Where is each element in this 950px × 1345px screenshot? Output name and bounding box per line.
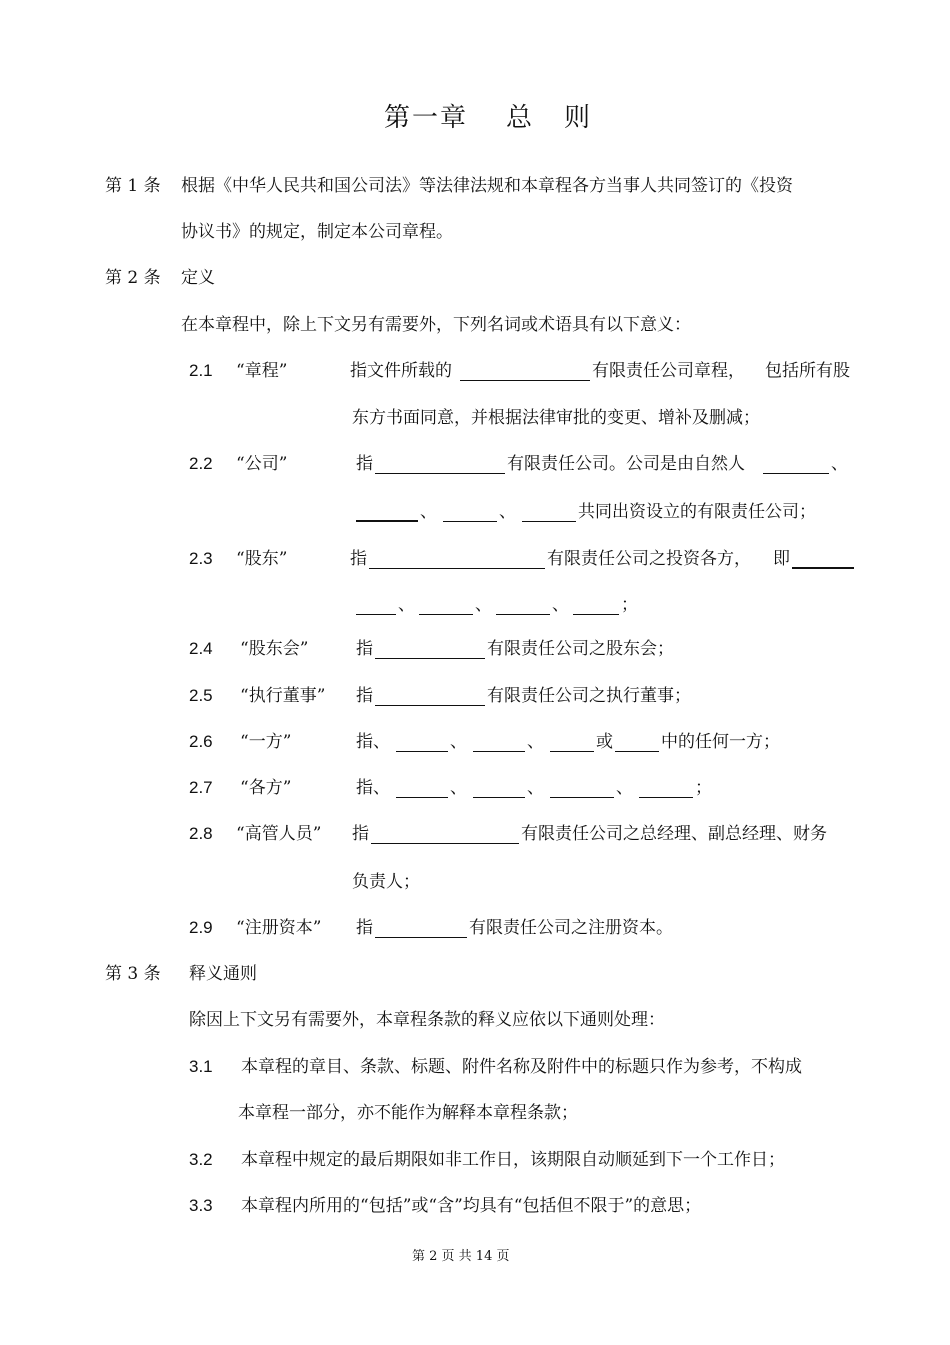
definition-text: 有限责任公司之总经理、副总经理、财务 <box>521 824 827 844</box>
separator: 、 <box>499 502 516 522</box>
chapter-title <box>384 102 592 134</box>
definition-text: 指 <box>356 454 373 474</box>
definition-text: 包括所有股 <box>765 361 850 381</box>
definition-text: 即 <box>773 549 790 569</box>
definition-line <box>356 732 780 752</box>
definition-text: 共同出资设立的有限责任公司； <box>578 502 816 522</box>
term: “股东” <box>236 549 288 569</box>
fill-in-blank <box>356 502 418 522</box>
fill-in-blank <box>792 549 854 569</box>
item-number: 3.1 <box>189 1057 213 1076</box>
fill-in-blank <box>639 779 693 798</box>
item-number: 2.3 <box>189 549 213 568</box>
item-number: 2.2 <box>189 454 213 473</box>
article-2-heading: 定义 <box>181 268 215 288</box>
separator: 、 <box>450 732 467 752</box>
article-2-intro: 在本章程中，除上下文另有需要外，下列名词或术语具有以下意义： <box>181 315 691 335</box>
term: “章程” <box>236 361 288 381</box>
fill-in-blank <box>763 455 829 474</box>
fill-in-blank <box>496 596 550 615</box>
item-number: 2.5 <box>189 686 213 705</box>
fill-in-blank <box>371 825 519 844</box>
separator: 、 <box>552 595 569 615</box>
chapter-title-part: 则 <box>564 103 593 133</box>
definition-line <box>356 686 691 706</box>
fill-in-blank <box>473 779 525 798</box>
separator: 、 <box>475 595 492 615</box>
fill-in-blank <box>375 919 467 938</box>
definition-line <box>356 918 673 938</box>
article-3-label: 第 3 条 <box>105 964 161 984</box>
definition-text: 有限责任公司之投资各方， <box>547 549 751 569</box>
definition-text: 指、 <box>356 732 390 752</box>
term: “公司” <box>236 454 288 474</box>
rule-text-line1: 本章程的章目、条款、标题、附件名称及附件中的标题只作为参考，不构成 <box>241 1057 802 1077</box>
definition-text: 有限责任公司。公司是由自然人 <box>507 454 745 474</box>
article-3-heading: 释义通则 <box>189 964 257 984</box>
definition-text: 指 <box>356 686 373 706</box>
definition-text: 指 <box>356 918 373 938</box>
chapter-title-part: 总 <box>506 103 535 133</box>
fill-in-blank <box>419 596 473 615</box>
article-1-text-line2: 协议书》的规定，制定本公司章程。 <box>181 222 453 242</box>
article-1-label: 第 1 条 <box>105 176 161 196</box>
term: “执行董事” <box>240 686 326 706</box>
separator: 、 <box>450 778 467 798</box>
item-number: 2.9 <box>189 918 213 937</box>
item-number: 2.4 <box>189 639 213 658</box>
definition-line <box>350 549 854 569</box>
fill-in-blank <box>375 455 505 474</box>
fill-in-blank <box>573 596 619 615</box>
fill-in-blank <box>396 733 448 752</box>
fill-in-blank <box>369 550 545 569</box>
definition-line2 <box>354 595 638 615</box>
separator: 、 <box>420 502 437 522</box>
definition-text: 指、 <box>356 778 390 798</box>
definition-text: 指 <box>356 639 373 659</box>
definition-text: 有限责任公司之注册资本。 <box>469 918 673 938</box>
fill-in-blank <box>550 779 614 798</box>
fill-in-blank <box>443 503 497 522</box>
rule-text-line2: 本章程一部分，亦不能作为解释本章程条款； <box>238 1103 578 1123</box>
separator: 、 <box>831 454 848 474</box>
rule-text-line1: 本章程内所用的“包括”或“含”均具有“包括但不限于”的意思； <box>241 1196 702 1216</box>
term: “注册资本” <box>236 918 322 938</box>
definition-text: 有限责任公司章程， <box>592 361 745 381</box>
rule-text-line1: 本章程中规定的最后期限如非工作日，该期限自动顺延到下一个工作日； <box>241 1150 785 1170</box>
fill-in-blank <box>375 687 485 706</box>
definition-text: 指文件所载的 <box>350 361 452 381</box>
fill-in-blank <box>356 596 396 615</box>
separator: 、 <box>616 778 633 798</box>
term: “各方” <box>240 778 292 798</box>
definition-line <box>352 824 827 844</box>
article-3-intro: 除因上下文另有需要外，本章程条款的释义应依以下通则处理： <box>189 1010 665 1030</box>
item-number: 2.6 <box>189 732 213 751</box>
fill-in-blank <box>550 733 594 752</box>
separator: 、 <box>398 595 415 615</box>
article-2-label: 第 2 条 <box>105 268 161 288</box>
article-1-text-line1: 根据《中华人民共和国公司法》等法律法规和本章程各方当事人共同签订的《投资 <box>181 176 793 196</box>
definition-line2: 东方书面同意，并根据法律审批的变更、增补及删减； <box>352 408 760 428</box>
fill-in-blank <box>375 640 485 659</box>
term: “高管人员” <box>236 824 322 844</box>
fill-in-blank <box>615 733 659 752</box>
item-number: 3.3 <box>189 1196 213 1215</box>
separator: 、 <box>527 732 544 752</box>
fill-in-blank <box>522 503 576 522</box>
item-number: 2.8 <box>189 824 213 843</box>
definition-line <box>356 639 674 659</box>
term: “一方” <box>240 732 292 752</box>
definition-text: ； <box>695 778 712 798</box>
definition-line <box>356 454 848 474</box>
separator: 、 <box>527 778 544 798</box>
definition-text: 指 <box>352 824 369 844</box>
definition-text: 有限责任公司之执行董事； <box>487 686 691 706</box>
fill-in-blank <box>460 362 590 381</box>
definition-text: 中的任何一方； <box>661 732 780 752</box>
item-number: 2.1 <box>189 361 213 380</box>
definition-line <box>350 361 850 381</box>
page-number: 第 2 页 共 14 页 <box>412 1249 510 1264</box>
definition-text: 有限责任公司之股东会； <box>487 639 674 659</box>
definition-text: 或 <box>596 732 613 752</box>
fill-in-blank <box>396 779 448 798</box>
definition-text: ； <box>621 595 638 615</box>
term: “股东会” <box>240 639 309 659</box>
definition-line2 <box>354 502 816 522</box>
chapter-title-part: 第一章 <box>384 103 469 133</box>
definition-line <box>356 778 712 798</box>
item-number: 3.2 <box>189 1150 213 1169</box>
definition-text: 指 <box>350 549 367 569</box>
definition-line2: 负责人； <box>352 872 420 892</box>
item-number: 2.7 <box>189 778 213 797</box>
fill-in-blank <box>473 733 525 752</box>
